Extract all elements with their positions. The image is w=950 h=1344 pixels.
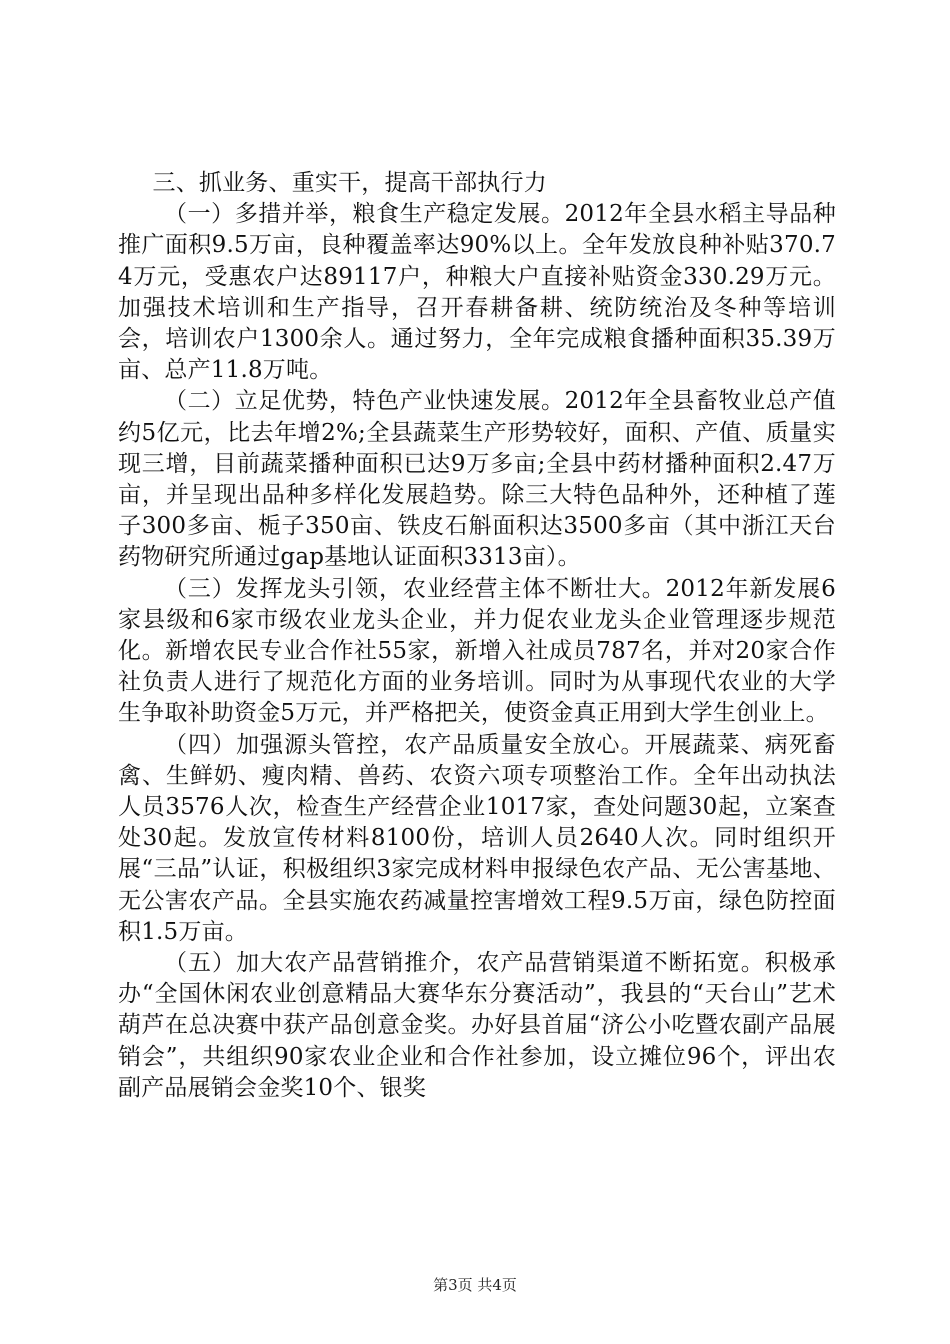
paragraph-marketing: （五）加大农产品营销推介，农产品营销渠道不断拓宽。积极承办“全国休闲农业创意精品大赛华东分赛活动”，我县的“天台山”艺术葫芦在总决赛中获产品创意金奖。办好县首届“济公小吃暨农副产品展销会”，共组织90家农业企业和合作社参加，设立摊位96个，评出农副产品展销会金奖10个、银奖 — [118, 950, 836, 1101]
paragraph-grain-production: （一）多措并举，粮食生产稳定发展。2012年全县水稻主导品种推广面积9.5万亩，良种覆盖率达90%以上。全年发放良种补贴370.74万元，受惠农户达89117户，种粮大户直接补贴资金330.29万元。加强技术培训和生产指导，召开春耕备耕、统防统治及冬种等培训会，培训农户1300余人。通过努力，全年完成粮食播种面积35.39万亩、总产11.8万吨。 — [118, 201, 836, 384]
section-heading: 三、抓业务、重实干，提高干部执行力 — [152, 170, 547, 196]
paragraph-leading-enterprises: （三）发挥龙头引领，农业经营主体不断壮大。2012年新发展6家县级和6家市级农业龙头企业，并力促农业龙头企业管理逐步规范化。新增农民专业合作社55家，新增入社成员787名，并对20家合作社负责人进行了规范化方面的业务培训。同时为从事现代农业的大学生争取补助资金5万元，并严格把关，使资金真正用到大学生创业上。 — [118, 575, 836, 727]
document-body — [118, 168, 836, 1104]
paragraph-quality-safety: （四）加强源头管控，农产品质量安全放心。开展蔬菜、病死畜禽、生鲜奶、瘦肉精、兽药、农资六项专项整治工作。全年出动执法人员3576人次，检查生产经营企业1017家，查处问题30起，立案查处30起。发放宣传材料8100份，培训人员2640人次。同时组织开展“三品”认证，积极组织3家完成材料申报绿色农产品、无公害基地、无公害农产品。全县实施农药减量控害增效工程9.5万亩，绿色防控面积1.5万亩。 — [118, 731, 836, 945]
paragraph-specialty-industry: （二）立足优势，特色产业快速发展。2012年全县畜牧业总产值约5亿元，比去年增2%;全县蔬菜生产形势较好，面积、产值、质量实现三增，目前蔬菜播种面积已达9万多亩;全县中药材播种面积2.47万亩，并呈现出品种多样化发展趋势。除三大特色品种外，还种植了莲子300多亩、栀子350亩、铁皮石斛面积达3500多亩（其中浙江天台药物研究所通过gap基地认证面积3313亩）。 — [118, 388, 836, 571]
page-footer: 第3页 共4页 — [433, 1276, 517, 1294]
